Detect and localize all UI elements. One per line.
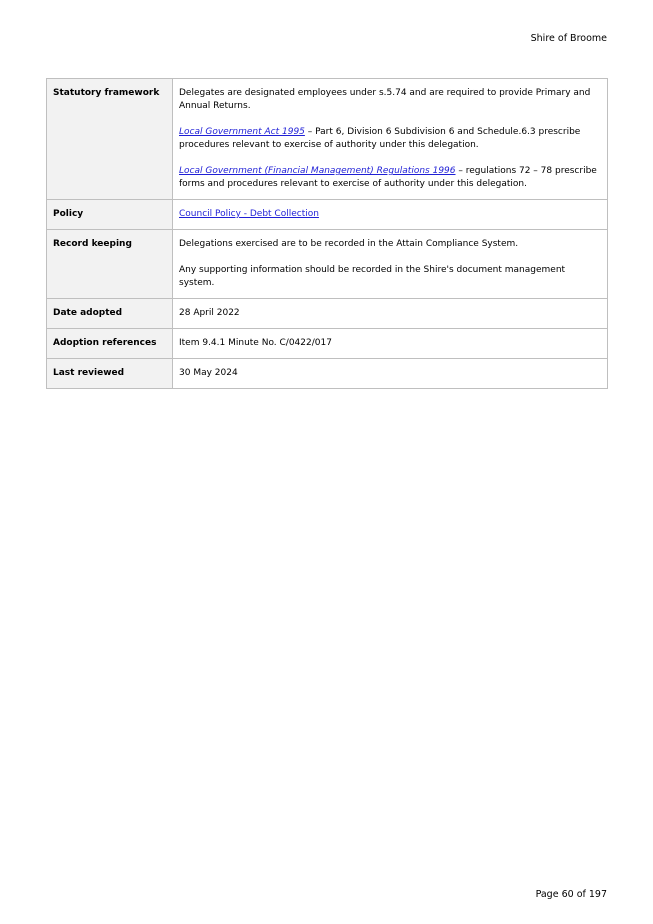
- row-statutory-framework: [47, 79, 608, 200]
- financial-management-regulations-link[interactable]: Local Government (Financial Management) Regulations 1996: [179, 166, 456, 176]
- statutory-paragraph-2: [179, 126, 601, 152]
- row-label: Adoption references: [47, 329, 173, 359]
- row-label: Record keeping: [47, 230, 173, 299]
- row-value: Item 9.4.1 Minute No. C/0422/017: [173, 329, 608, 359]
- local-government-act-link[interactable]: Local Government Act 1995: [179, 127, 305, 137]
- delegation-table: [46, 78, 608, 389]
- row-value: 28 April 2022: [173, 299, 608, 329]
- page-header-org: Shire of Broome: [530, 33, 607, 44]
- row-content: [173, 200, 608, 230]
- row-adoption-references: [47, 329, 608, 359]
- record-paragraph-2: Any supporting information should be recorded in the Shire's document management system.: [179, 265, 566, 288]
- row-content: [173, 79, 608, 200]
- row-label: Date adopted: [47, 299, 173, 329]
- debt-collection-policy-link[interactable]: Council Policy - Debt Collection: [179, 209, 319, 219]
- statutory-paragraph-1: Delegates are designated employees under s.5.74 and are required to provide Primary and Annual Returns.: [179, 88, 591, 111]
- statutory-paragraph-3-text: – regulations 72 – 78 prescribe forms and procedures relevant to exercise of authority under this delegation.: [179, 166, 597, 189]
- row-label: Statutory framework: [47, 79, 173, 200]
- row-label: Policy: [47, 200, 173, 230]
- record-paragraph-1: Delegations exercised are to be recorded in the Attain Compliance System.: [179, 239, 519, 249]
- row-label: Last reviewed: [47, 359, 173, 389]
- statutory-paragraph-3: [179, 165, 601, 191]
- row-record-keeping: [47, 230, 608, 299]
- row-content: [173, 230, 608, 299]
- row-date-adopted: [47, 299, 608, 329]
- statutory-paragraph-2-text: – Part 6, Division 6 Subdivision 6 and Schedule.6.3 prescribe procedures relevant to exercise of authority under this delegation.: [179, 127, 581, 150]
- row-last-reviewed: [47, 359, 608, 389]
- row-value: 30 May 2024: [173, 359, 608, 389]
- row-policy: [47, 200, 608, 230]
- page-number: Page 60 of 197: [535, 889, 607, 900]
